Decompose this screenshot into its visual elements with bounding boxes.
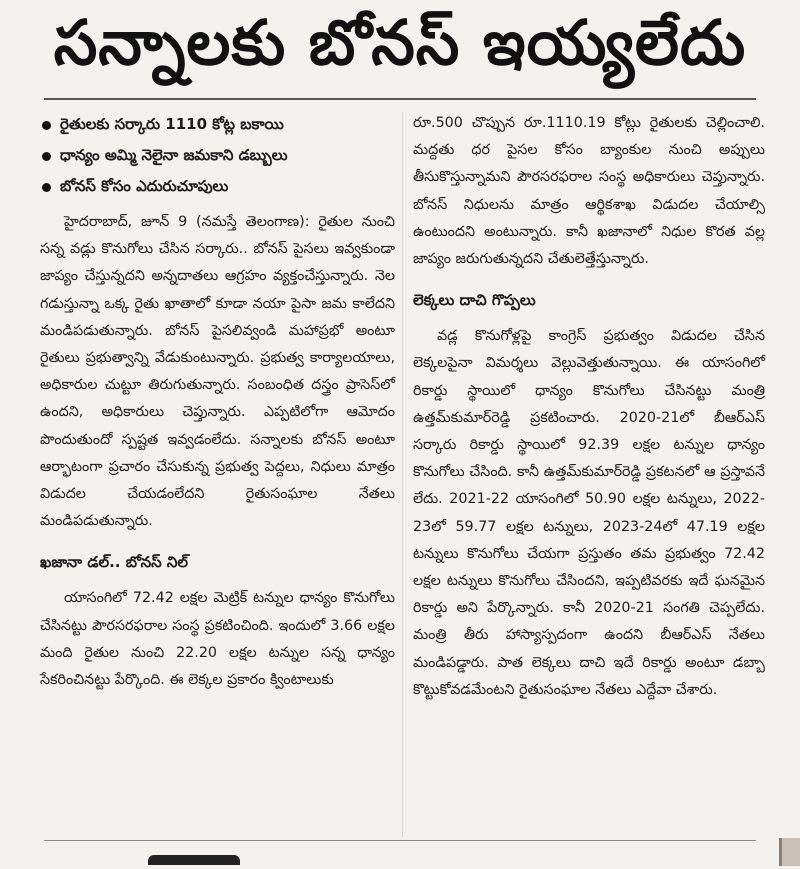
bottom-rule (44, 840, 756, 841)
bullet-text: ధాన్యం అమ్మి నెలైనా జమకాని డబ్బులు (60, 145, 288, 164)
bullet-item (40, 110, 395, 141)
article-paragraph: వడ్ల కొనుగోళ్లపై కాంగ్రెస్ ప్రభుత్వం విడుదల చేసిన లెక్కలపైనా విమర్శలు వెల్లువెత్తుతున్నాయి. ఈ యాసంగిలో రికార్డు స్థాయిలో ధాన్యం కొనుగోలు చేసినట్టు మంత్రి ఉత్తమ్‌కుమార్‌రెడ్డి ప్రకటించారు. 2020-21లో బీఆర్ఎస్ సర్కారు రికార్డు స్థాయిలో 92.39 లక్షల టన్నుల ధాన్యం కొనుగోలు చేసింది. కానీ ఉత్తమ్‌కుమార్‌రెడ్డి ప్రకటనలో ఆ ప్రస్తావనే లేదు. 2021-22 యాసంగిలో 50.90 లక్షల టన్నులు, 2022-23లో 59.77 లక్షల టన్నులు, 2023-24లో 47.19 లక్షల టన్నులు కొనుగోలు చేయగా ప్రస్తుతం తమ ప్రభుత్వం 72.42 లక్షల టన్నులు కొనుగోలు చేసిందని, ఇప్పటివరకు ఇదే ఘనమైన రికార్డు అని పేర్కొన్నారు. కానీ 2020-21 సంగతి చెప్పలేదు. మంత్రి తీరు హాస్యాస్పదంగా ఉందని బీఆర్ఎస్ నేతలు మండిపడ్డారు. పాత లెక్కలు దాచి ఇదే రికార్డు అంటూ డబ్బా కొట్టుకోవడమేంటని రైతుసంఘాల నేతలు ఎద్దేవా చేశారు. (413, 328, 765, 698)
bullet-text: బోనస్ కోసం ఎదురుచూపులు (60, 176, 229, 195)
bullet-item (40, 141, 395, 172)
bullet-dot-icon (42, 152, 51, 161)
right-column (413, 110, 765, 704)
highlight-bullets (40, 110, 395, 203)
left-column (40, 110, 395, 694)
page-edge-fragment (779, 838, 800, 866)
article-paragraph: రూ.500 చొప్పున రూ.1110.19 కోట్లు రైతులకు చెల్లించాలి. మద్దతు ధర పైసల కోసం బ్యాంకుల నుంచి అప్పులు తీసుకొస్తున్నామని పౌరసరఫరాల సంస్థ అధికారులు చెప్తున్నారు. బోనస్ నిధులను మాత్రం ఆర్థికశాఖ విడుదల చేయాల్సి ఉంటుందని అంటున్నారు. కానీ ఖజానాలో నిధుల కొరత వల్ల జాప్యం జరుగుతున్నదని చేతులెత్తేస్తున్నారు. (413, 115, 765, 268)
subheading: ఖజానా డల్.. బోనస్ నిల్ (40, 553, 189, 572)
spacer (413, 273, 765, 287)
bullet-dot-icon (42, 183, 51, 192)
next-article-fragment (148, 855, 240, 865)
headline-rule (44, 98, 756, 100)
subheading: లెక్కలు దాచి గొప్పలు (413, 291, 536, 310)
column-divider (402, 112, 403, 837)
spacer (40, 535, 395, 549)
spacer (413, 314, 765, 323)
bullet-dot-icon (42, 121, 51, 130)
bullet-item (40, 172, 395, 203)
spacer (40, 576, 395, 585)
headline: సన్నాలకు బోనస్ ఇయ్యలేదు (53, 6, 747, 79)
article-paragraph: హైదరాబాద్, జూన్ 9 (నమస్తే తెలంగాణ): రైతుల నుంచి సన్న వడ్లు కొనుగోలు చేసిన సర్కారు.. బోనస్ పైసలు ఇవ్వకుండా జాప్యం చేస్తున్నదని అన్నదాతలు ఆగ్రహం వ్యక్తంచేస్తున్నారు. నెల గడుస్తున్నా ఒక్క రైతు ఖాతాలో కూడా నయా పైసా జమ కాలేదని మండిపడుతున్నారు. బోనస్ పైసలివ్వండి మహాప్రభో అంటూ రైతులు ప్రభుత్వాన్ని వేడుకుంటున్నారు. ప్రభుత్వ కార్యాలయాలు, అధికారుల చుట్టూ తిరుగుతున్నారు. సంబంధిత దస్త్రం ప్రాసెస్‌లో ఉందని, అధికారులు చెప్తున్నారు. ఎప్పటిలోగా ఆమోదం పొందుతుందో స్పష్టత ఇవ్వడంలేదు. సన్నాలకు బోనస్ అంటూ ఆర్భాటంగా ప్రచారం చేసుకున్న ప్రభుత్వ పెద్దలు, నిధులు మాత్రం విడుదల చేయడంలేదని రైతుసంఘాల నేతలు మండిపడుతున్నారు. (40, 214, 395, 530)
bullet-text: రైతులకు సర్కారు 1110 కోట్ల బకాయి (60, 114, 284, 133)
article-paragraph: యాసంగిలో 72.42 లక్షల మెట్రిక్ టన్నుల ధాన్యం కొనుగోలు చేసినట్టు పౌరసరఫరాల సంస్థ ప్రకటించింది. ఇందులో 3.66 లక్షల మంది రైతుల నుంచి 22.20 లక్షల టన్నుల సన్న ధాన్యం సేకరించినట్టు పేర్కొంది. ఈ లెక్కల ప్రకారం క్వింటాలుకు (40, 590, 395, 689)
